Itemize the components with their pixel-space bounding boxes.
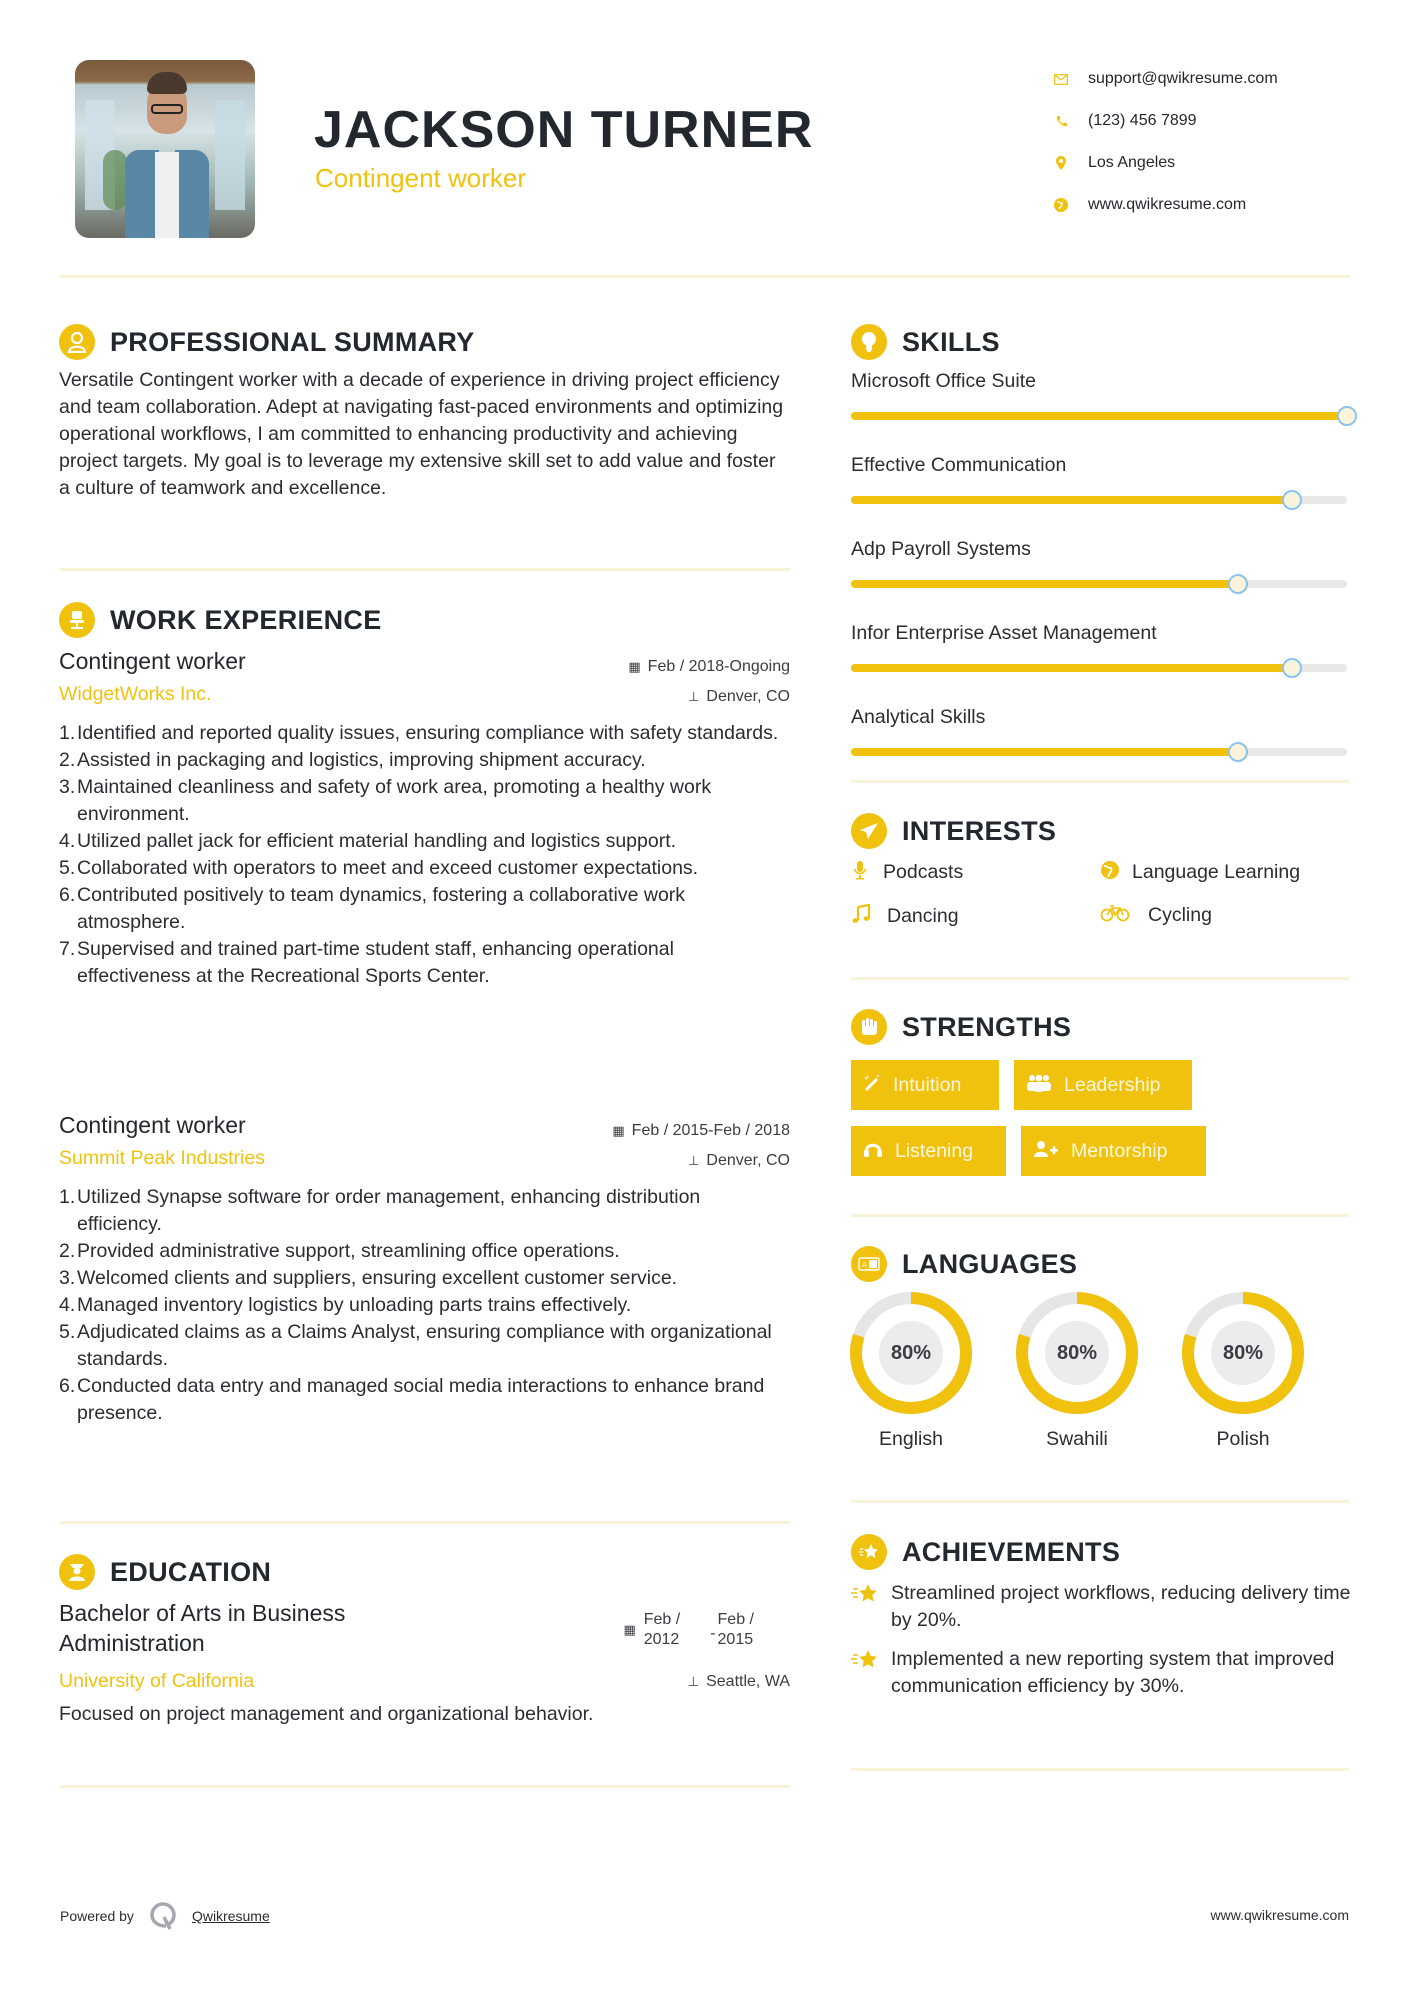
- achievements-heading: ACHIEVEMENTS: [851, 1532, 1120, 1572]
- users-icon: [1026, 1074, 1052, 1097]
- summary-heading: PROFESSIONAL SUMMARY: [59, 322, 475, 362]
- duty-item: 4. Managed inventory logistics by unloading parts trains effectively.: [59, 1294, 632, 1316]
- skill-item: Adp Payroll Systems: [851, 534, 1361, 588]
- location-text: Los Angeles: [1088, 154, 1176, 171]
- contact-email: [1054, 58, 1374, 100]
- skill-bar: [851, 580, 1347, 588]
- strength-badge: Listening: [851, 1126, 1006, 1176]
- skills-list: [851, 366, 1361, 786]
- pushpin-icon: ⊥: [688, 1153, 700, 1168]
- interest-item: Podcasts: [851, 860, 963, 885]
- achievements-divider: [851, 1768, 1349, 1771]
- duty-list: [59, 720, 790, 990]
- duty-item: 2. Assisted in packaging and logistics, improving shipment accuracy.: [59, 749, 646, 771]
- footer-powered-by: Powered by Qwikresume: [60, 1902, 270, 1930]
- footer-url[interactable]: www.qwikresume.com: [1210, 1907, 1349, 1923]
- interest-item: Language Learning: [1100, 860, 1300, 885]
- star-icon: [851, 1646, 891, 1700]
- candidate-role: Contingent worker: [315, 163, 526, 193]
- phone-text: (123) 456 7899: [1088, 112, 1197, 129]
- contact-location: [1054, 142, 1374, 184]
- profile-photo: [75, 60, 255, 238]
- job-entry: [59, 1112, 790, 1427]
- job-entry: [59, 648, 790, 990]
- skill-item: Microsoft Office Suite: [851, 366, 1361, 420]
- skill-knob: [1337, 406, 1357, 426]
- phone-icon: [1054, 114, 1068, 128]
- strength-badge: Leadership: [1014, 1060, 1192, 1110]
- fist-icon: [851, 1009, 887, 1045]
- interests-divider: [851, 977, 1349, 980]
- strengths-heading: STRENGTHS: [851, 1007, 1071, 1047]
- duty-item: 1. Identified and reported quality issues, ensuring compliance with safety standards.: [59, 722, 779, 744]
- education-divider: [60, 1785, 790, 1788]
- job-company: Summit Peak Industries: [59, 1147, 265, 1169]
- bicycle-icon: [1100, 904, 1130, 927]
- user-icon: [59, 324, 95, 360]
- skill-item: Effective Communication: [851, 450, 1361, 504]
- qwikresume-logo-icon: [150, 1902, 176, 1930]
- duty-list: [59, 1184, 790, 1427]
- globe-icon: [1054, 198, 1068, 212]
- duty-item: 3. Maintained cleanliness and safety of work area, promoting a healthy work environment.: [59, 776, 712, 825]
- calendar-icon: ▦: [612, 1123, 625, 1138]
- interest-item: Cycling: [1100, 904, 1212, 927]
- skill-knob: [1228, 742, 1248, 762]
- job-dates: ▦ Feb / 2018-Ongoing: [628, 658, 790, 675]
- summary-divider: [60, 568, 790, 571]
- job-company: WidgetWorks Inc.: [59, 683, 212, 705]
- office-chair-icon: [59, 602, 95, 638]
- experience-heading: WORK EXPERIENCE: [59, 600, 382, 640]
- language-progress-ring: 80%: [1016, 1292, 1138, 1414]
- magic-wand-icon: [863, 1074, 881, 1097]
- globe-icon: [1100, 860, 1118, 885]
- strength-badge: Mentorship: [1021, 1126, 1206, 1176]
- contact-list: [1054, 58, 1374, 226]
- interest-item: Dancing: [851, 904, 959, 929]
- email-link[interactable]: support@qwikresume.com: [1088, 70, 1278, 87]
- website-link[interactable]: www.qwikresume.com: [1088, 196, 1247, 213]
- language-progress-ring: 80%: [1182, 1292, 1304, 1414]
- skills-divider: [851, 780, 1349, 783]
- language-item: 80% Polish: [1173, 1292, 1313, 1451]
- achievement-item: Implemented a new reporting system that improved communication efficiency by 30%.: [851, 1646, 1351, 1700]
- job-dates: ▦ Feb / 2015-Feb / 2018: [612, 1122, 790, 1139]
- contact-phone: [1054, 100, 1374, 142]
- pushpin-icon: ⊥: [687, 1673, 700, 1689]
- user-plus-icon: [1033, 1140, 1059, 1163]
- education-location: ⊥ Seattle, WA: [687, 1672, 790, 1690]
- duty-item: 3. Welcomed clients and suppliers, ensuring excellent customer service.: [59, 1267, 678, 1289]
- duty-item: 7. Supervised and trained part-time student staff, enhancing operational effectiveness at the Recreational Sports Center.: [59, 938, 674, 987]
- lightbulb-icon: [851, 324, 887, 360]
- graduate-icon: [59, 1554, 95, 1590]
- school-name: University of California: [59, 1670, 255, 1692]
- svg-text:A: A: [862, 1261, 867, 1269]
- duty-item: 2. Provided administrative support, streamlining office operations.: [59, 1240, 620, 1262]
- experience-divider: [60, 1521, 790, 1524]
- languages-heading: A LANGUAGES: [851, 1244, 1077, 1284]
- calendar-icon: ▦: [628, 659, 641, 674]
- skill-item: Infor Enterprise Asset Management: [851, 618, 1361, 672]
- degree-title: Bachelor of Arts in Business Administration: [59, 1600, 346, 1656]
- duty-item: 1. Utilized Synapse software for order management, enhancing distribution efficiency.: [59, 1186, 701, 1235]
- headphones-icon: [863, 1140, 883, 1163]
- skill-bar: [851, 748, 1347, 756]
- duty-item: 6. Conducted data entry and managed social media interactions to enhance brand presence.: [59, 1375, 765, 1424]
- education-heading: EDUCATION: [59, 1552, 271, 1592]
- languages-divider: [851, 1500, 1349, 1503]
- language-item: 80% Swahili: [1007, 1292, 1147, 1451]
- job-title: Contingent worker: [59, 648, 246, 674]
- star-badge-icon: [851, 1534, 887, 1570]
- duty-item: 6. Contributed positively to team dynamics, fostering a collaborative work atmosphere.: [59, 884, 686, 933]
- education-description: Focused on project management and organizational behavior.: [59, 1703, 594, 1725]
- language-item: 80% English: [841, 1292, 981, 1451]
- strength-badge: Intuition: [851, 1060, 999, 1110]
- candidate-name: JACKSON TURNER: [314, 101, 814, 159]
- job-title: Contingent worker: [59, 1112, 246, 1138]
- skill-knob: [1282, 490, 1302, 510]
- summary-text: Versatile Contingent worker with a decade of experience in driving project efficiency and team collaboration. Adept at navigating fast-paced environments and optimizing operational workflows, I am committed to enhancing productivity and achieving project targets. My goal is to leverage my extensive skill set to add value and foster a culture of teamwork and excellence.: [59, 369, 784, 499]
- education-entry: [59, 1598, 790, 1728]
- contact-website: [1054, 184, 1374, 226]
- language-progress-ring: 80%: [850, 1292, 972, 1414]
- interests-heading: INTERESTS: [851, 811, 1056, 851]
- map-pin-icon: [1054, 156, 1068, 170]
- strengths-divider: [851, 1214, 1349, 1217]
- qwikresume-link[interactable]: Qwikresume: [191, 1908, 270, 1924]
- skill-bar: [851, 664, 1347, 672]
- header-divider: [60, 275, 1350, 278]
- skill-knob: [1282, 658, 1302, 678]
- paper-plane-icon: [851, 813, 887, 849]
- skill-bar: [851, 496, 1347, 504]
- skill-item: Analytical Skills: [851, 702, 1361, 756]
- star-icon: [851, 1580, 891, 1634]
- skill-knob: [1228, 574, 1248, 594]
- skill-bar: [851, 412, 1347, 420]
- duty-item: 5. Collaborated with operators to meet and exceed customer expectations.: [59, 857, 699, 879]
- job-location: ⊥ Denver, CO: [688, 1152, 790, 1169]
- skills-heading: SKILLS: [851, 322, 1000, 362]
- translate-icon: [851, 1246, 887, 1282]
- microphone-icon: [851, 860, 869, 885]
- music-note-icon: [851, 904, 869, 929]
- achievement-item: Streamlined project workflows, reducing delivery time by 20%.: [851, 1580, 1351, 1634]
- duty-item: 4. Utilized pallet jack for efficient material handling and logistics support.: [59, 830, 677, 852]
- calendar-icon: ▦: [623, 1622, 636, 1637]
- education-dates: ▦ Feb / 2012 - Feb / 2015: [623, 1611, 754, 1648]
- envelope-icon: [1054, 72, 1068, 86]
- pushpin-icon: ⊥: [688, 689, 700, 704]
- job-location: ⊥ Denver, CO: [688, 688, 790, 705]
- duty-item: 5. Adjudicated claims as a Claims Analyst, ensuring compliance with organizational standards.: [59, 1321, 772, 1370]
